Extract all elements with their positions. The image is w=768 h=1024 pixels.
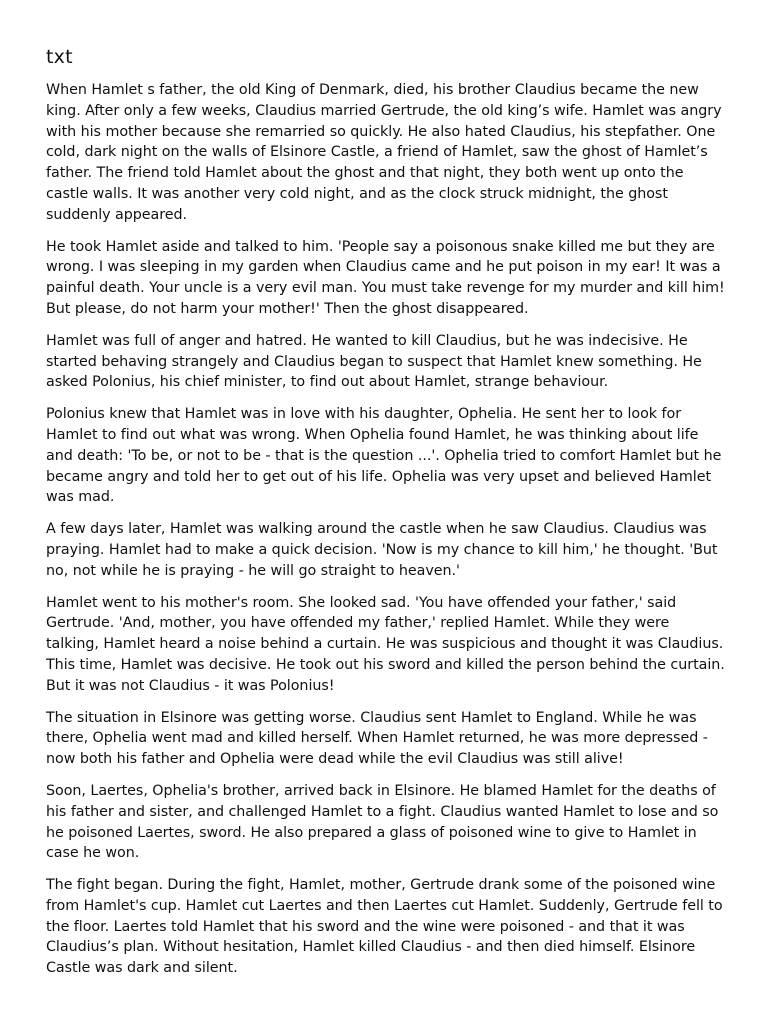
- paragraph-6: Hamlet went to his mother's room. She looked sad. 'You have offended your father,' said Gertrude. 'And, mother, you have offended my father,' replied Hamlet. While they were talking, Hamlet heard a noise behind a curtain. He was suspicious and thought it was Claudius. This time, Hamlet was decisive. He took out his sword and killed the person behind the curtain. But it was not Claudius - it was Polonius!: [46, 594, 725, 694]
- paragraph-3: Hamlet was full of anger and hatred. He wanted to kill Claudius, but he was indecisive. He started behaving strangely and Claudius began to suspect that Hamlet knew something. He asked Polonius, his chief minister, to find out about Hamlet, strange behaviour.: [46, 332, 702, 391]
- paragraph-9: The fight began. During the fight, Hamlet, mother, Gertrude drank some of the poisoned wine from Hamlet's cup. Hamlet cut Laertes and then Laertes cut Hamlet. Suddenly, Gertrude fell to the floor. Laertes told Hamlet that his sword and the wine were poisoned - and that it was Claudius’s plan. Without hesitation, Hamlet killed Claudius - and then died himself. Elsinore Castle was dark and silent.: [46, 877, 723, 977]
- paragraph-4: Polonius knew that Hamlet was in love with his daughter, Ophelia. He sent her to look for Hamlet to find out what was wrong. When Ophelia found Hamlet, he was thinking about life and death: 'To be, or not to be - that is the question ...'. Ophelia tried to comfort Hamlet but he became angry and told her to get out of his life. Ophelia was very upset and believed Hamlet was mad.: [46, 406, 722, 506]
- paragraph-8: Soon, Laertes, Ophelia's brother, arrived back in Elsinore. He blamed Hamlet for the deaths of his father and sister, and challenged Hamlet to a fight. Claudius wanted Hamlet to lose and so he poisoned Laertes, sword. He also prepared a glass of poisoned wine to give to Hamlet in case he won.: [46, 782, 719, 862]
- paragraph-1: When Hamlet s father, the old King of Denmark, died, his brother Claudius became the new king. After only a few weeks, Claudius married Gertrude, the old king’s wife. Hamlet was angry with his mother because she remarried so quickly. He also hated Claudius, his stepfather. One cold, dark night on the walls of Elsinore Castle, a friend of Hamlet, saw the ghost of Hamlet’s father. The friend told Hamlet about the ghost and that night, they both went up onto the castle walls. It was another very cold night, and as the clock struck midnight, the ghost suddenly appeared.: [46, 82, 722, 223]
- paragraph-5: A few days later, Hamlet was walking around the castle when he saw Claudius. Claudius was praying. Hamlet had to make a quick decision. 'Now is my chance to kill him,' he thought. 'But no, not while he is praying - he will go straight to heaven.': [46, 521, 718, 579]
- paragraph-7: The situation in Elsinore was getting worse. Claudius sent Hamlet to England. While he was there, Ophelia went mad and killed herself. When Hamlet returned, he was more depressed - now both his father and Ophelia were dead while the evil Claudius was still alive!: [46, 709, 708, 768]
- paragraph-2: He took Hamlet aside and talked to him. 'People say a poisonous snake killed me but they are wrong. I was sleeping in my garden when Claudius came and he put poison in my ear! It was a painful death. Your uncle is a very evil man. You must take revenge for my murder and kill him! But please, do not harm your mother!' Then the ghost disappeared.: [46, 238, 725, 317]
- document-title: txt: [46, 46, 73, 68]
- document-body: [46, 80, 726, 979]
